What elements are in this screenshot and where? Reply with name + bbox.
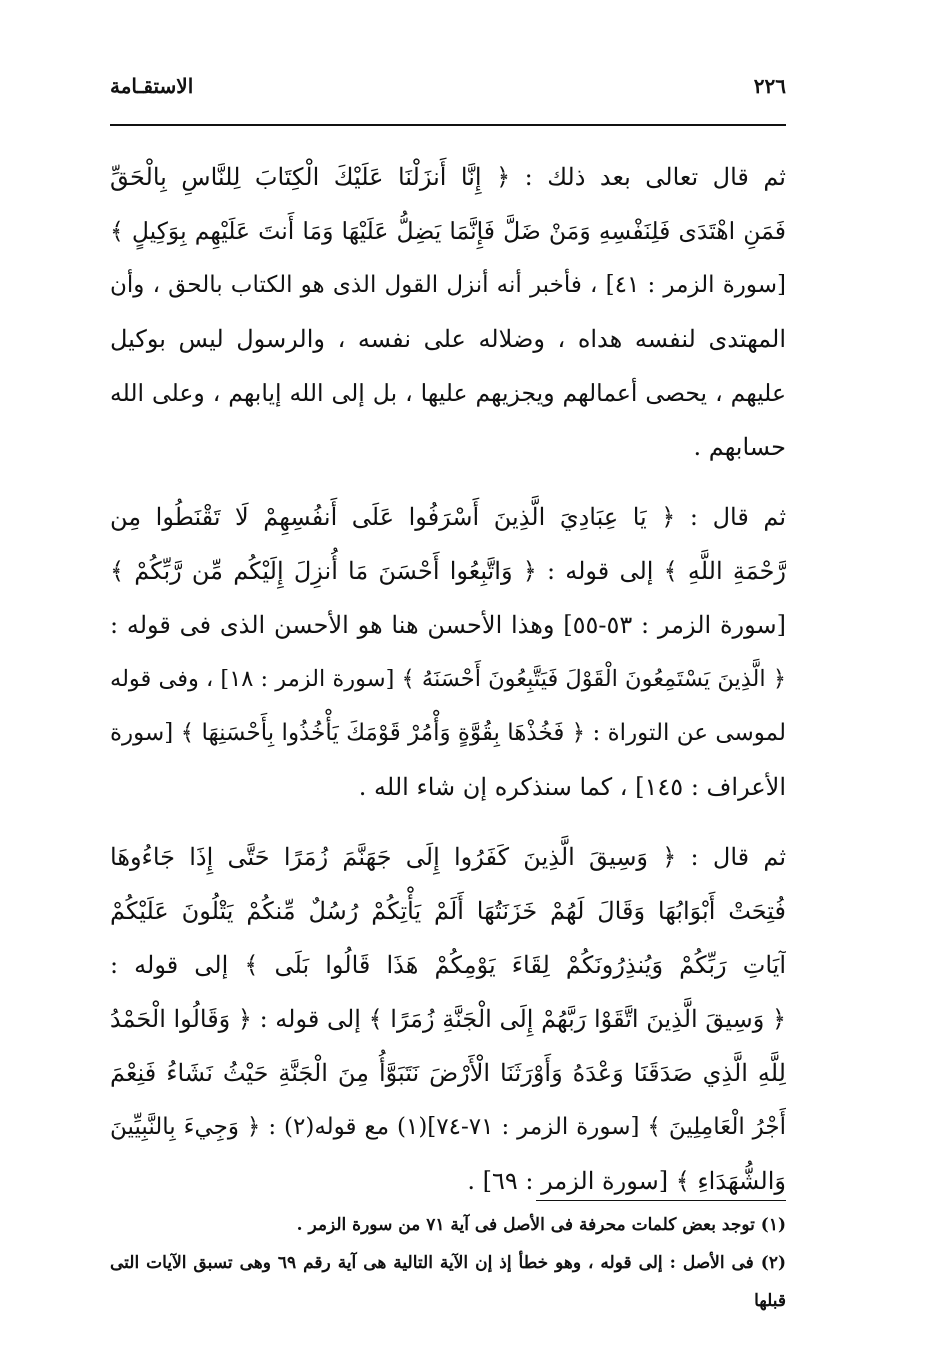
paragraph-2 [110, 490, 786, 814]
text-line: ﴿ وَسِيقَ الَّذِينَ اتَّقَوْا رَبَّهُمْ إِلَى الْجَنَّةِ زُمَرًا ﴾ إلى قوله : ﴿ وَقَالُوا الْحَمْدُ [110, 1005, 786, 1033]
footnote-2-continuation: قبلها [754, 1291, 786, 1311]
text-line: المهتدى لنفسه هداه ، وضلاله على نفسه ، والرسول ليس بوكيل [110, 325, 786, 353]
paragraph-1 [110, 150, 786, 474]
text-line: أَجْرُ الْعَامِلِينَ ﴾ [سورة الزمر : ٧١-٧٤](١) مع قوله(٢) : ﴿ وَجِيءَ بِالنَّبِيِّينَ [110, 1114, 786, 1140]
text-line: وَالشُّهَدَاءِ ﴾ [سورة الزمر : ٦٩] . [467, 1167, 786, 1195]
text-line: فُتِحَتْ أَبْوَابُهَا وَقَالَ لَهُمْ خَزَنَتُهَا أَلَمْ يَأْتِكُمْ رُسُلٌ مِّنكُمْ يَتْلُونَ عَلَيْكُمْ [110, 897, 786, 925]
text-line: آيَاتِ رَبِّكُمْ وَيُنذِرُونَكُمْ لِقَاءَ يَوْمِكُمْ هَذَا قَالُوا بَلَى ﴾ إلى قوله : [110, 951, 786, 979]
footnote-1: (١) توجد بعض كلمات محرفة فى الأصل فى آية ٧١ من سورة الزمر . [296, 1215, 786, 1235]
main-text [110, 150, 786, 1208]
page-number: ٢٢٦ [753, 74, 786, 98]
text-line: ﴿ الَّذِينَ يَسْتَمِعُونَ الْقَوْلَ فَيَتَّبِعُونَ أَحْسَنَهُ ﴾ [سورة الزمر : ١٨] ، وفى قوله [110, 666, 786, 692]
header-divider [110, 124, 786, 126]
running-title: الاستقـامة [110, 74, 194, 98]
text-line: [سورة الزمر : ٤١] ، فأخبر أنه أنزل القول الذى هو الكتاب بالحق ، وأن [110, 272, 786, 298]
paragraph-3 [110, 830, 786, 1208]
page-header [110, 66, 786, 106]
text-line: ثم قال : ﴿ يَا عِبَادِيَ الَّذِينَ أَسْرَفُوا عَلَى أَنفُسِهِمْ لَا تَقْنَطُوا مِن [110, 503, 786, 531]
text-line: عليهم ، يحصى أعمالهم ويجزيهم عليها ، بل إلى الله إيابهم ، وعلى الله [110, 379, 786, 407]
text-line: حسابهم . [693, 433, 786, 461]
text-line: ثم قال : ﴿ وَسِيقَ الَّذِينَ كَفَرُوا إِلَى جَهَنَّمَ زُمَرًا حَتَّى إِذَا جَاءُوهَا [110, 843, 786, 871]
text-line: الأعراف : ١٤٥] ، كما سنذكره إن شاء الله . [358, 773, 786, 801]
text-line: لموسى عن التوراة : ﴿ فَخُذْهَا بِقُوَّةٍ وَأْمُرْ قَوْمَكَ يَأْخُذُوا بِأَحْسَنِهَا ﴾ [سورة [110, 720, 786, 746]
footnote-divider [536, 1200, 786, 1201]
text-line: [سورة الزمر : ٥٣-٥٥] وهذا الأحسن هنا هو الأحسن الذى فى قوله : [110, 611, 786, 639]
text-line: لِلَّهِ الَّذِي صَدَقَنَا وَعْدَهُ وَأَوْرَثَنَا الْأَرْضَ نَتَبَوَّأُ مِنَ الْجَنَّةِ حَيْثُ نَشَاءُ فَنِعْمَ [110, 1059, 786, 1087]
text-line: رَّحْمَةِ اللَّهِ ﴾ إلى قوله : ﴿ وَاتَّبِعُوا أَحْسَنَ مَا أُنزِلَ إِلَيْكُم مِّن رَّبِّكُمْ ﴾ [110, 557, 786, 585]
footnote-2: (٢) فى الأصل : إلى قوله ، وهو خطأ إذ إن الآية التالية هى آية رقم ٦٩ وهى تسبق الآيات التى [110, 1253, 786, 1273]
text-line: ثم قال تعالى بعد ذلك : ﴿ إِنَّا أَنزَلْنَا عَلَيْكَ الْكِتَابَ لِلنَّاسِ بِالْحَقِّ [110, 163, 786, 191]
footnotes [110, 1206, 786, 1320]
text-line: فَمَنِ اهْتَدَى فَلِنَفْسِهِ وَمَنْ ضَلَّ فَإِنَّمَا يَضِلُّ عَلَيْهَا وَمَا أَنتَ عَلَيْهِم بِوَكِيلٍ ﴾ [110, 217, 786, 245]
